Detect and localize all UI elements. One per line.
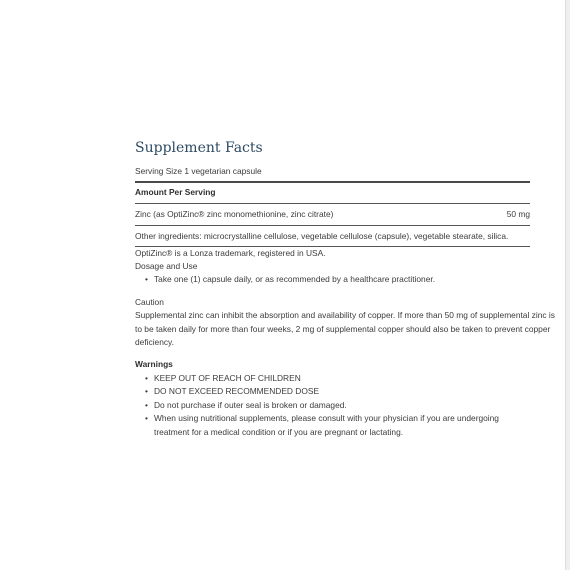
warnings-list — [135, 372, 555, 439]
other-ingredients: Other ingredients: microcrystalline cellulose, vegetable cellulose (capsule), vegetable stearate, silica. — [135, 231, 509, 242]
list-item: • DO NOT EXCEED RECOMMENDED DOSE — [135, 385, 555, 398]
ingredient-name: Zinc (as OptiZinc® zinc monomethionine, zinc citrate) — [135, 208, 334, 219]
supplement-facts-title: Supplement Facts — [135, 140, 263, 156]
list-item: • Take one (1) capsule daily, or as recommended by a healthcare practitioner. — [135, 273, 555, 286]
dosage-heading: Dosage and Use — [135, 261, 198, 272]
warnings-heading: Warnings — [135, 359, 173, 370]
ingredient-amount: 50 mg — [506, 208, 530, 219]
list-item: • KEEP OUT OF REACH OF CHILDREN — [135, 372, 555, 385]
supplement-facts-table — [135, 165, 530, 247]
trademark-note: OptiZinc® is a Lonza trademark, registered in USA. — [135, 247, 326, 258]
product-details — [135, 138, 555, 439]
list-item: • Do not purchase if outer seal is broken or damaged. — [135, 399, 555, 412]
serving-size: Serving Size 1 vegetarian capsule — [135, 166, 262, 176]
amount-per-serving-header: Amount Per Serving — [135, 187, 216, 198]
list-item: • When using nutritional supplements, please consult with your physician if you are undergoing treatment for a medical condition or if you are pregnant or lactating. — [135, 412, 534, 439]
caution-text: Supplemental zinc can inhibit the absorption and availability of copper. If more than 50 mg of supplemental zinc is to be taken daily for more than four weeks, 2 mg of supplemental copper should also be taken to prevent copper deficiency. — [135, 310, 555, 348]
ingredient-row — [135, 204, 530, 225]
dosage-list — [135, 273, 555, 286]
scrollbar-edge — [565, 0, 570, 570]
caution-heading: Caution — [135, 296, 164, 307]
